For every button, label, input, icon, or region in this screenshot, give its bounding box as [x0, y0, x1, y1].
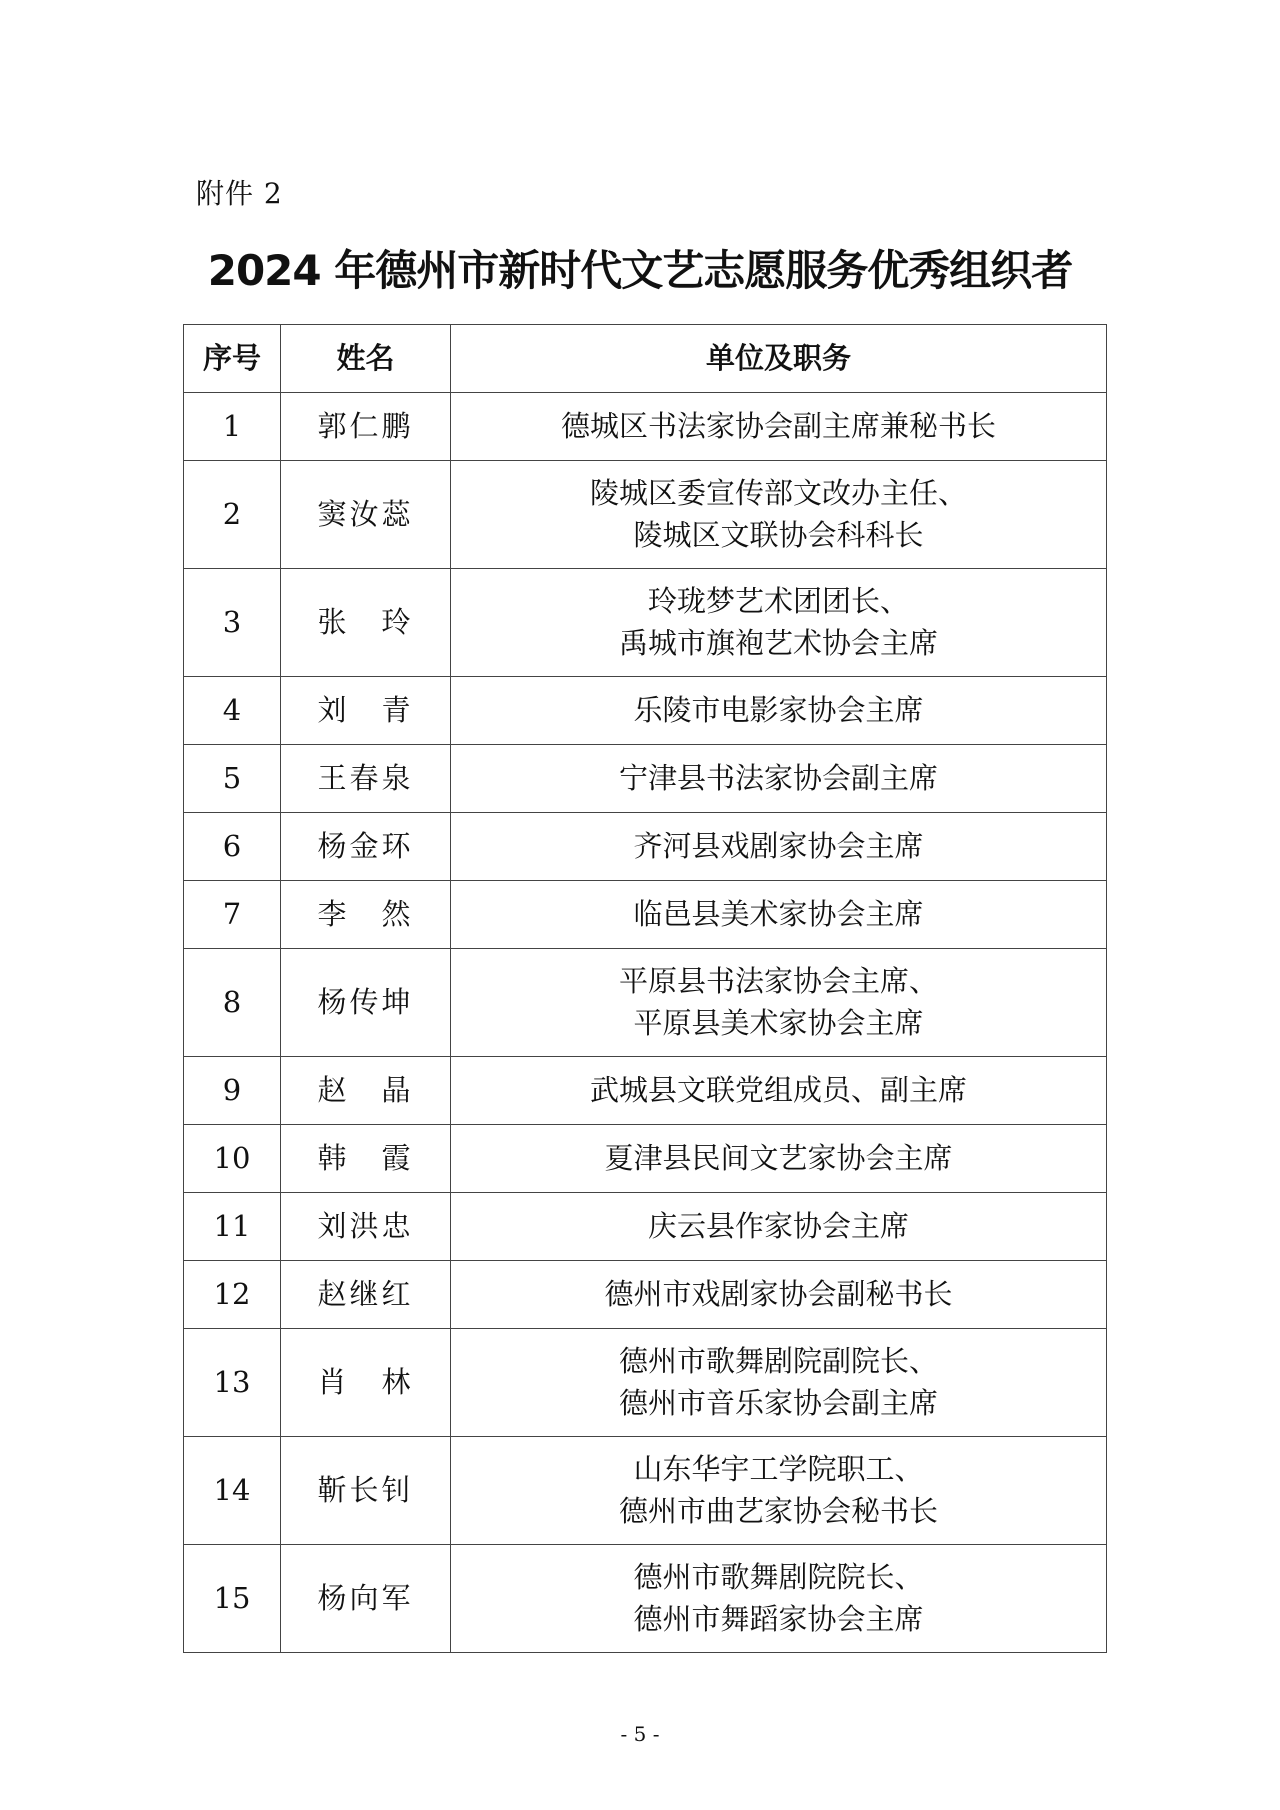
row-number: 8	[184, 949, 281, 1057]
row-number: 9	[184, 1057, 281, 1125]
table-row	[184, 461, 1107, 569]
row-position	[451, 745, 1107, 813]
table-row	[184, 881, 1107, 949]
position-line: 庆云县作家协会主席	[647, 1208, 909, 1243]
table-row	[184, 745, 1107, 813]
row-name: 杨传坤	[281, 949, 451, 1057]
table-row	[184, 949, 1107, 1057]
row-position	[451, 569, 1107, 677]
position-line: 德州市音乐家协会副主席	[618, 1385, 938, 1420]
row-number: 1	[184, 393, 281, 461]
row-name: 杨向军	[281, 1545, 451, 1653]
row-number: 14	[184, 1437, 281, 1545]
position-line: 陵城区委宣传部文改办主任、	[589, 476, 967, 511]
table-row	[184, 677, 1107, 745]
header-position: 单位及职务	[451, 325, 1107, 393]
row-name: 赵继红	[281, 1261, 451, 1329]
position-line: 禹城市旗袍艺术协会主席	[618, 625, 938, 660]
row-name: 郭仁鹏	[281, 393, 451, 461]
attachment-label: 附件 2	[196, 177, 283, 210]
table-row	[184, 1545, 1107, 1653]
row-name: 赵 晶	[281, 1057, 451, 1125]
table-row	[184, 1437, 1107, 1545]
organizer-table	[183, 324, 1107, 1653]
row-name: 刘 青	[281, 677, 451, 745]
row-number: 11	[184, 1193, 281, 1261]
row-name: 刘洪忠	[281, 1193, 451, 1261]
table-row	[184, 393, 1107, 461]
row-number: 5	[184, 745, 281, 813]
table-body	[184, 393, 1107, 1653]
row-position	[451, 1261, 1107, 1329]
position-line: 德州市曲艺家协会秘书长	[618, 1493, 938, 1528]
position-line: 平原县书法家协会主席、	[618, 964, 938, 999]
table-row	[184, 1329, 1107, 1437]
row-number: 4	[184, 677, 281, 745]
row-position	[451, 813, 1107, 881]
row-number: 6	[184, 813, 281, 881]
row-position	[451, 881, 1107, 949]
position-line: 德州市戏剧家协会副秘书长	[604, 1276, 953, 1311]
position-line: 德州市歌舞剧院副院长、	[618, 1344, 938, 1379]
row-name: 杨金环	[281, 813, 451, 881]
table-row	[184, 1057, 1107, 1125]
row-position	[451, 1125, 1107, 1193]
row-number: 3	[184, 569, 281, 677]
position-line: 临邑县美术家协会主席	[633, 896, 924, 931]
row-name: 肖 林	[281, 1329, 451, 1437]
row-number: 2	[184, 461, 281, 569]
row-name: 张 玲	[281, 569, 451, 677]
row-position	[451, 1193, 1107, 1261]
row-position	[451, 1545, 1107, 1653]
position-line: 德城区书法家协会副主席兼秘书长	[560, 408, 996, 443]
row-position	[451, 1057, 1107, 1125]
page-number: - 5 -	[620, 1722, 660, 1746]
position-line: 德州市歌舞剧院院长、	[633, 1560, 924, 1595]
row-name: 窦汝蕊	[281, 461, 451, 569]
header-number: 序号	[184, 325, 281, 393]
row-position	[451, 677, 1107, 745]
row-number: 7	[184, 881, 281, 949]
row-number: 15	[184, 1545, 281, 1653]
table-row	[184, 569, 1107, 677]
position-line: 山东华宇工学院职工、	[633, 1452, 924, 1487]
table-row	[184, 813, 1107, 881]
row-number: 10	[184, 1125, 281, 1193]
row-number: 13	[184, 1329, 281, 1437]
document-title: 2024 年德州市新时代文艺志愿服务优秀组织者	[207, 246, 1073, 295]
position-line: 德州市舞蹈家协会主席	[633, 1601, 924, 1636]
row-number: 12	[184, 1261, 281, 1329]
position-line: 宁津县书法家协会副主席	[618, 760, 938, 795]
row-name: 韩 霞	[281, 1125, 451, 1193]
position-line: 夏津县民间文艺家协会主席	[604, 1140, 953, 1175]
row-position	[451, 1329, 1107, 1437]
row-name: 王春泉	[281, 745, 451, 813]
row-name: 李 然	[281, 881, 451, 949]
table-header-row	[184, 325, 1107, 393]
position-line: 齐河县戏剧家协会主席	[633, 828, 924, 863]
position-line: 陵城区文联协会科科长	[633, 517, 924, 552]
position-line: 乐陵市电影家协会主席	[633, 692, 924, 727]
header-name: 姓名	[281, 325, 451, 393]
table-row	[184, 1193, 1107, 1261]
row-position	[451, 393, 1107, 461]
position-line: 平原县美术家协会主席	[633, 1005, 924, 1040]
row-name: 靳长钊	[281, 1437, 451, 1545]
position-line: 武城县文联党组成员、副主席	[589, 1072, 967, 1107]
row-position	[451, 949, 1107, 1057]
table-row	[184, 1125, 1107, 1193]
position-line: 玲珑梦艺术团团长、	[647, 584, 909, 619]
row-position	[451, 1437, 1107, 1545]
row-position	[451, 461, 1107, 569]
table-row	[184, 1261, 1107, 1329]
